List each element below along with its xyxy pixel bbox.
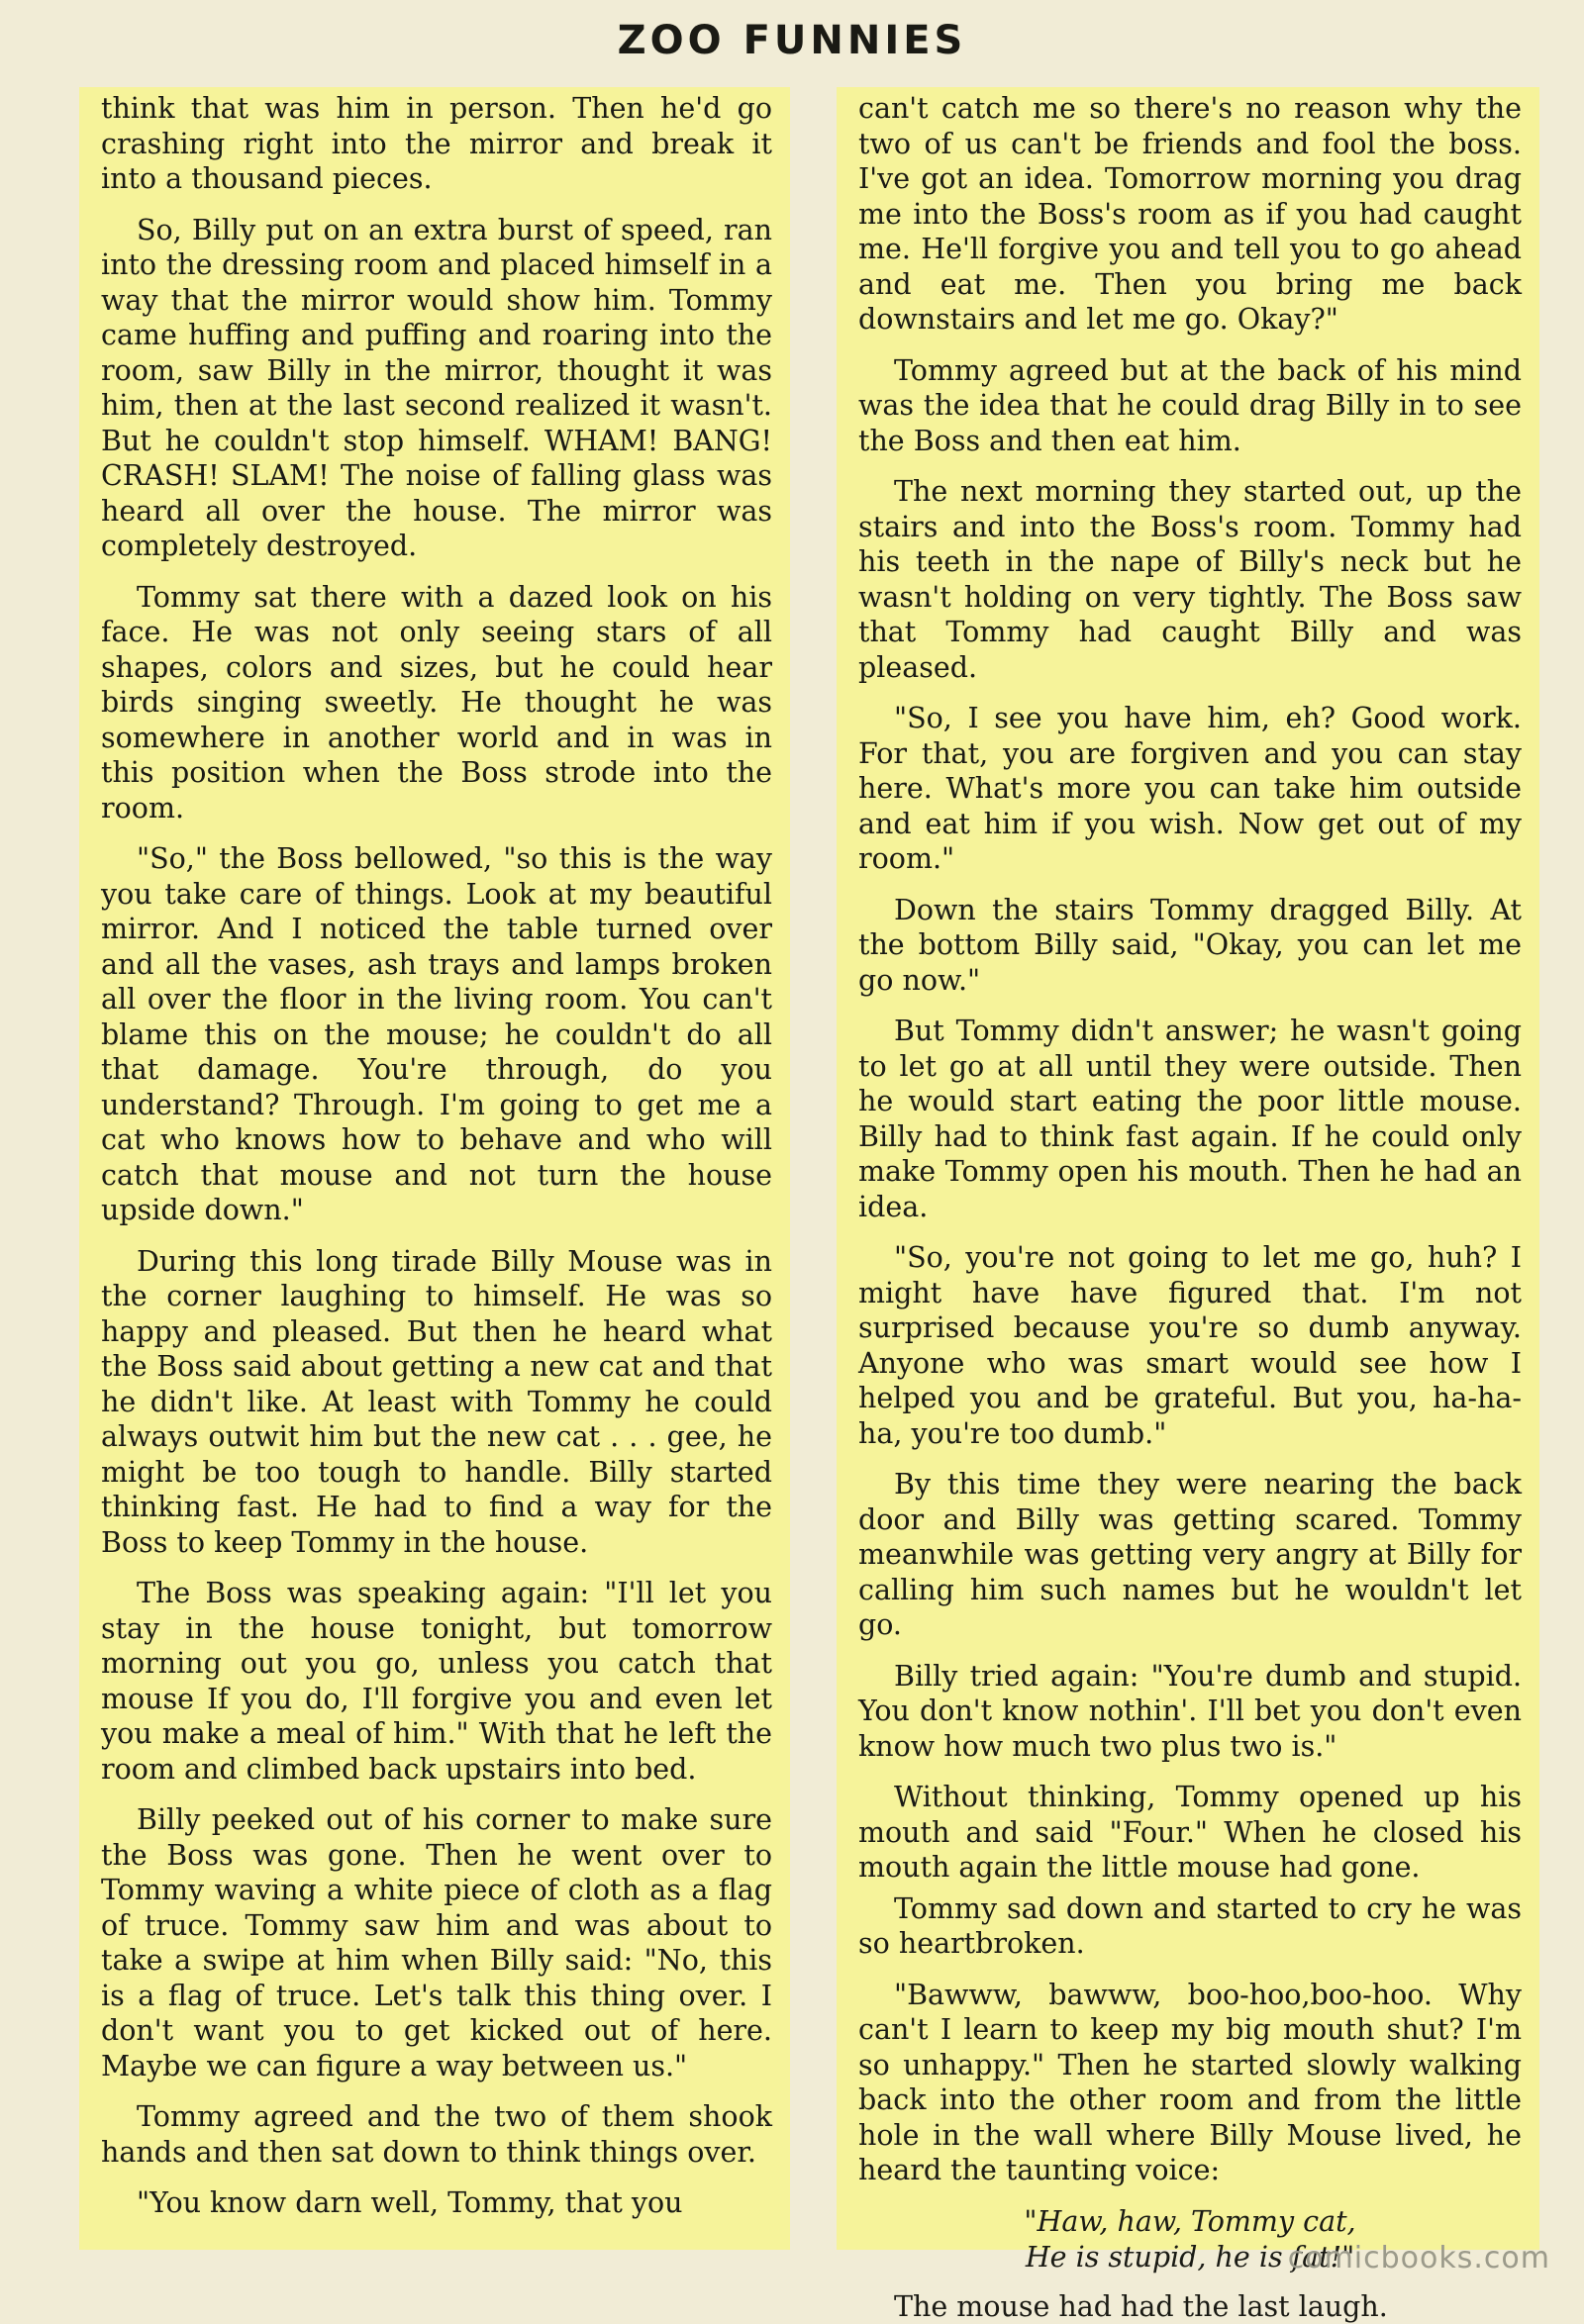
story-paragraph: Tommy agreed and the two of them shook hands and then sat down to think things over. (101, 2099, 772, 2170)
story-paragraph: Without thinking, Tommy opened up his mouth and said "Four." When he closed his mouth again the little mouse had gone. (858, 1780, 1522, 1886)
page-title: ZOO FUNNIES (0, 18, 1584, 63)
story-paragraph: So, Billy put on an extra burst of speed, ran into the dressing room and placed himself in a way that the mirror would show him. Tommy came huffing and puffing and roaring into the room, saw Billy in the mirror, thought it was him, then at the last second realized it wasn't. But he couldn't stop himself. WHAM! BANG! CRASH! SLAM! The noise of falling glass was heard all over the house. The mirror was completely destroyed. (101, 213, 772, 564)
story-paragraph: Down the stairs Tommy dragged Billy. At the bottom Billy said, "Okay, you can let me go now." (858, 893, 1522, 999)
story-paragraph: "Bawww, bawww, boo-hoo,boo-hoo. Why can't I learn to keep my big mouth shut? I'm so unhappy." Then he started slowly walking back into the other room and from the little hole in the wall where Billy Mouse lived, he heard the taunting voice: (858, 1978, 1522, 2188)
story-paragraph: "You know darn well, Tommy, that you (101, 2185, 772, 2221)
story-paragraph: Billy tried again: "You're dumb and stupid. You don't know nothin'. I'll bet you don't even know how much two plus two is." (858, 1659, 1522, 1765)
verse-line: He is stupid, he is fat!" (858, 2240, 1522, 2276)
story-paragraph: The Boss was speaking again: "I'll let you stay in the house tonight, but tomorrow morning out you go, unless you catch that mouse If you do, I'll forgive you and even let you make a meal of him." With that he left the room and climbed back upstairs into bed. (101, 1576, 772, 1787)
closing-line: The mouse had had the last laugh. (858, 2289, 1522, 2324)
story-paragraph: By this time they were nearing the back door and Billy was getting scared. Tommy meanwhile was getting very angry at Billy for calling him such names but he wouldn't let go. (858, 1467, 1522, 1643)
story-paragraph: "So, you're not going to let me go, huh? I might have have figured that. I'm not surprised because you're so dumb anyway. Anyone who was smart would see how I helped you and be grateful. But you, ha-ha-ha, you're too dumb." (858, 1240, 1522, 1451)
story-paragraph: The next morning they started out, up the stairs and into the Boss's room. Tommy had his teeth in the nape of Billy's neck but he wasn't holding on very tightly. The Boss saw that Tommy had caught Billy and was pleased. (858, 474, 1522, 685)
story-paragraph: "So," the Boss bellowed, "so this is the way you take care of things. Look at my beautiful mirror. And I noticed the table turned over and all the vases, ash trays and lamps broken all over the floor in the living room. You can't blame this on the mouse; he couldn't do all that damage. You're through, do you understand? Through. I'm going to get me a cat who knows how to behave and who will catch that mouse and not turn the house upside down." (101, 841, 772, 1228)
story-paragraph: Tommy sad down and started to cry he was so heartbroken. (858, 1891, 1522, 1962)
story-paragraph: think that was him in person. Then he'd go crashing right into the mirror and break it into a thousand pieces. (101, 91, 772, 197)
story-paragraph: "So, I see you have him, eh? Good work. For that, you are forgiven and you can stay here. What's more you can take him outside and eat him if you wish. Now get out of my room." (858, 701, 1522, 877)
story-paragraph: During this long tirade Billy Mouse was in the corner laughing to himself. He was so happy and pleased. But then he heard what the Boss said about getting a new cat and that he didn't like. At least with Tommy he could always outwit him but the new cat . . . gee, he might be too tough to handle. Billy started thinking fast. He had to find a way for the Boss to keep Tommy in the house. (101, 1244, 772, 1561)
story-paragraph: But Tommy didn't answer; he wasn't going to let go at all until they were outside. Then he would start eating the poor little mouse. Billy had to think fast again. If he could only make Tommy open his mouth. Then he had an idea. (858, 1014, 1522, 1224)
verse-line: "Haw, haw, Tommy cat, (858, 2204, 1522, 2240)
story-column-left (79, 87, 790, 2250)
story-column-right (837, 87, 1539, 2250)
story-paragraph: Tommy agreed but at the back of his mind was the idea that he could drag Billy in to see the Boss and then eat him. (858, 353, 1522, 459)
watermark: comicbooks.com (1288, 2241, 1550, 2276)
story-paragraph: can't catch me so there's no reason why the two of us can't be friends and fool the boss. I've got an idea. Tomorrow morning you drag me into the Boss's room as if you had caught me. He'll forgive you and tell you to go ahead and eat me. Then you bring me back downstairs and let me go. Okay?" (858, 91, 1522, 338)
story-paragraph: Billy peeked out of his corner to make sure the Boss was gone. Then he went over to Tommy waving a white piece of cloth as a flag of truce. Tommy saw him and was about to take a swipe at him when Billy said: "No, this is a flag of truce. Let's talk this thing over. I don't want you to get kicked out of here. Maybe we can figure a way between us." (101, 1802, 772, 2083)
story-paragraph: Tommy sat there with a dazed look on his face. He was not only seeing stars of all shapes, colors and sizes, but he could hear birds singing sweetly. He thought he was somewhere in another world and in was in this position when the Boss strode into the room. (101, 580, 772, 826)
